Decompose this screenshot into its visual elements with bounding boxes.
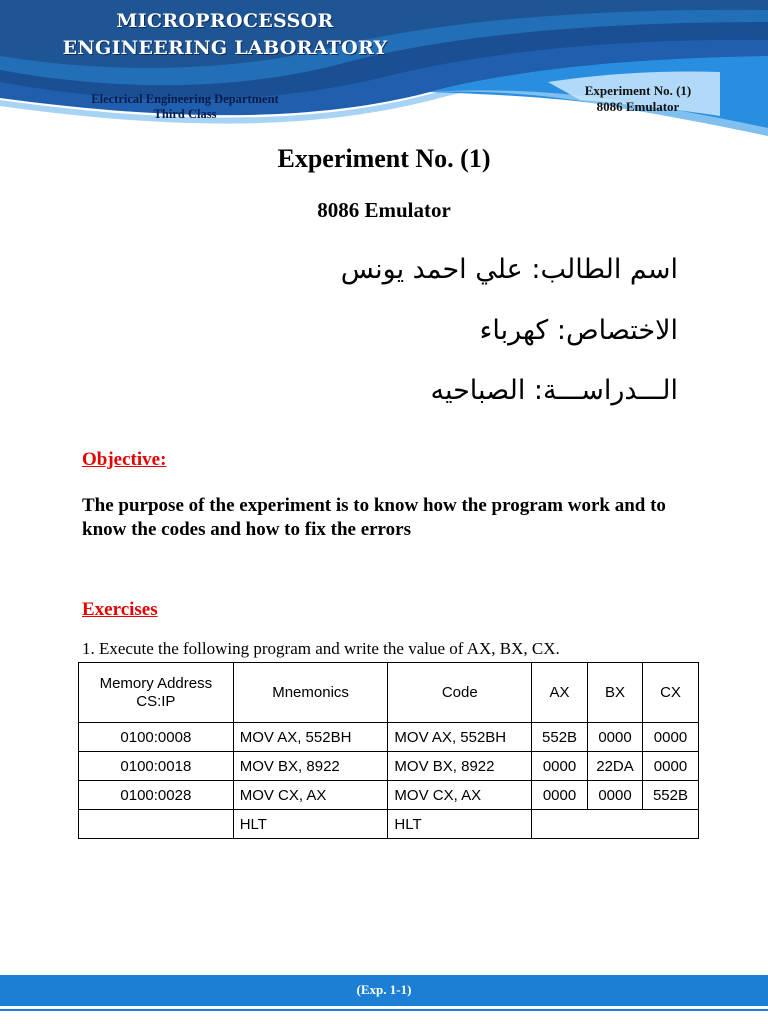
cell-bx: 0000 — [588, 723, 643, 752]
objective-heading: Objective: — [82, 449, 167, 470]
student-name-line: اسم الطالب: علي احمد يونس — [340, 254, 678, 285]
table-row — [79, 752, 699, 781]
header-experiment-name: 8086 Emulator — [596, 99, 680, 114]
cell-code: MOV BX, 8922 — [388, 752, 532, 781]
objective-text: The purpose of the experiment is to know how the program work and to know the codes and how to fix the errors — [82, 495, 666, 540]
cell-bx: 0000 — [588, 781, 643, 810]
exercise-1-text: 1. Execute the following program and write the value of AX, BX, CX. — [82, 639, 560, 658]
table-header-row — [79, 663, 699, 723]
student-study-line: الـــدراســـة: الصباحيه — [430, 375, 678, 406]
header-cx: CX — [642, 663, 698, 723]
cell-address: 0100:0018 — [79, 752, 234, 781]
cell-code: MOV CX, AX — [388, 781, 532, 810]
cell-address — [79, 810, 234, 839]
cell-mnemonic: MOV BX, 8922 — [233, 752, 388, 781]
cell-cx: 0000 — [642, 723, 698, 752]
student-specialty-line: الاختصاص: كهرباء — [479, 315, 678, 346]
footer-page-number: (Exp. 1-1) — [356, 982, 412, 997]
register-table — [78, 662, 699, 839]
cell-cx: 552B — [642, 781, 698, 810]
header-ax: AX — [532, 663, 588, 723]
table-row — [79, 723, 699, 752]
cell-ax: 0000 — [532, 752, 588, 781]
page-subtitle: 8086 Emulator — [317, 198, 451, 222]
cell-mnemonic: MOV AX, 552BH — [233, 723, 388, 752]
cell-code: HLT — [388, 810, 532, 839]
header-experiment-block — [546, 83, 730, 115]
cell-address: 0100:0008 — [79, 723, 234, 752]
table-row — [79, 781, 699, 810]
header-mnemonics: Mnemonics — [233, 663, 388, 723]
table-row — [79, 810, 699, 839]
header-experiment-no: Experiment No. (1) — [584, 83, 692, 98]
header-address: Memory Address CS:IP — [79, 663, 234, 723]
cell-cx: 0000 — [642, 752, 698, 781]
department-block — [50, 92, 320, 122]
page-title: Experiment No. (1) — [277, 144, 491, 173]
lab-title-line1: MICROPROCESSOR — [116, 10, 334, 32]
cell-code: MOV AX, 552BH — [388, 723, 532, 752]
cell-mnemonic: HLT — [233, 810, 388, 839]
footer-divider — [0, 1009, 768, 1011]
cell-ax: 0000 — [532, 781, 588, 810]
cell-bx: 22DA — [588, 752, 643, 781]
exercises-heading: Exercises — [82, 599, 158, 620]
cell-registers-empty — [532, 810, 699, 839]
cell-address: 0100:0028 — [79, 781, 234, 810]
department-name: Electrical Engineering Department — [91, 92, 279, 106]
header-bx: BX — [588, 663, 643, 723]
class-name: Third Class — [153, 107, 217, 121]
lab-title-line2: ENGINEERING LABORATORY — [62, 37, 388, 59]
cell-mnemonic: MOV CX, AX — [233, 781, 388, 810]
cell-ax: 552B — [532, 723, 588, 752]
lab-title — [40, 8, 410, 62]
header-code: Code — [388, 663, 532, 723]
